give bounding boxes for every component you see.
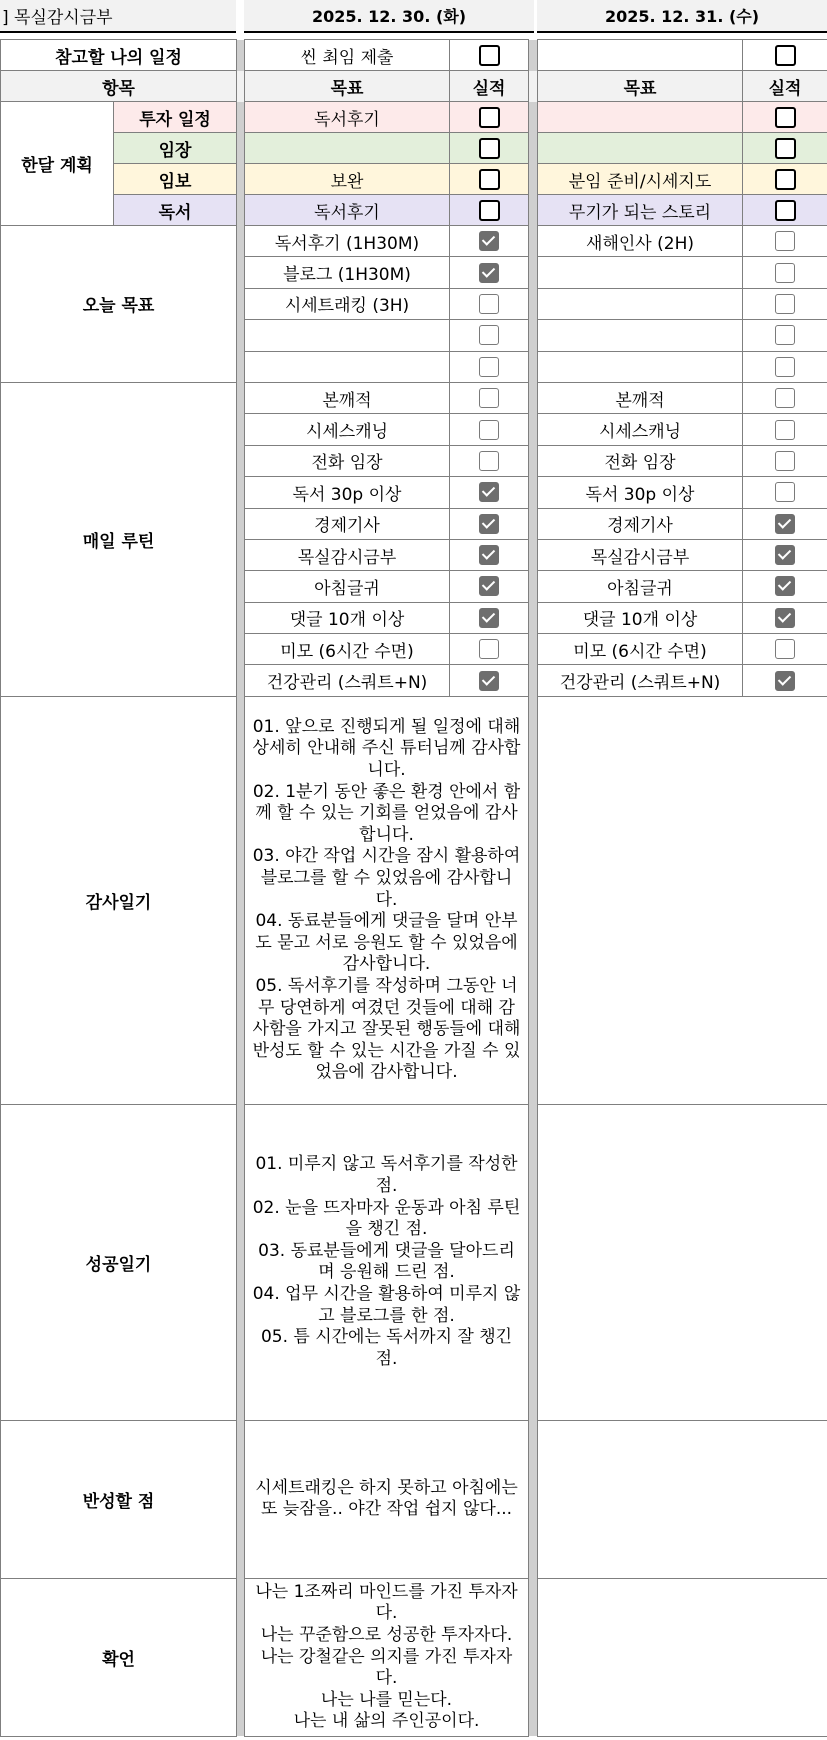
today-goal-day1[interactable]: 독서후기 (1H30M) (245, 226, 450, 257)
checked-checkbox[interactable] (479, 482, 499, 502)
checked-checkbox[interactable] (775, 671, 795, 691)
column-gap (529, 414, 538, 445)
routine-item-day2[interactable]: 댓글 10개 이상 (538, 602, 743, 633)
column-gap (237, 164, 245, 195)
checkbox[interactable] (479, 639, 499, 659)
checked-checkbox[interactable] (775, 576, 795, 596)
routine-check-day1 (450, 445, 529, 476)
column-gap (529, 1578, 538, 1736)
routine-check-day2 (743, 445, 827, 476)
checkbox[interactable] (479, 169, 500, 190)
today-goal-day1[interactable]: 시세트래킹 (3H) (245, 288, 450, 319)
checkbox[interactable] (775, 200, 796, 221)
routine-item-day1[interactable]: 본깨적 (245, 382, 450, 413)
schedule-label: 참고할 나의 일정 (1, 40, 237, 71)
today-goal-day2[interactable] (538, 320, 743, 351)
today-goal-day2[interactable]: 새해인사 (2H) (538, 226, 743, 257)
column-gap (237, 257, 245, 288)
column-gap (237, 477, 245, 508)
schedule-day1-check (450, 40, 529, 71)
routine-item-day1[interactable]: 아침글귀 (245, 571, 450, 602)
success-journal-text: 01. 미루지 않고 독서후기를 작성한 점. 02. 눈을 뜨자마자 운동과 아침 루틴을 챙긴 점. 03. 동료분들에게 댓글을 달아드리며 응원해 드린 점. 04. 업무 시간을 활용하여 미루지 않고 블로그를 한 점. 05. 틈 시간에는 독서까지 잘 챙긴 점. (252, 1154, 521, 1369)
routine-item-day1[interactable]: 경제기사 (245, 508, 450, 539)
today-check-day2 (743, 226, 827, 257)
routine-check-day2 (743, 539, 827, 570)
affirmation-journal-day1[interactable] (245, 1578, 529, 1736)
checkbox[interactable] (775, 231, 795, 251)
goal-header-day2: 목표 (538, 71, 743, 102)
column-gap (529, 71, 538, 102)
checked-checkbox[interactable] (479, 608, 499, 628)
checked-checkbox[interactable] (479, 514, 499, 534)
affirmation-journal-label: 확언 (1, 1578, 237, 1736)
monthly-check-day2 (743, 102, 827, 133)
column-gap (529, 164, 538, 195)
gratitude-journal-text: 01. 앞으로 진행되게 될 일정에 대해 상세히 안내해 주신 튜터님께 감사합니다. 02. 1분기 동안 좋은 환경 안에서 함께 할 수 있는 기회를 얻었음에 감사합니다. 03. 야간 작업 시간을 잠시 활용하여 블로그를 할 수 있었음에 감사합니다. 04. 동료분들에게 댓글을 달며 안부도 묻고 서로 응원도 할 수 있었음에 감사합니다. 05. 독서후기를 작성하며 그동안 너무 당연하게 여겼던 것들에 대해 감사함을 가지고 잘못된 행동들에 대해 반성도 할 수 있는 시간을 가질 수 있었음에 감사합니다. (252, 716, 521, 1083)
today-check-day1 (450, 288, 529, 319)
checkbox[interactable] (775, 138, 796, 159)
checkbox[interactable] (775, 451, 795, 471)
today-check-day1 (450, 226, 529, 257)
column-gap (237, 102, 245, 133)
affirmation-journal-day2[interactable] (538, 1578, 827, 1736)
today-goal-day2[interactable] (538, 351, 743, 382)
routine-item-day2[interactable]: 전화 임장 (538, 445, 743, 476)
column-gap (237, 602, 245, 633)
monthly-plan-label: 한달 계획 (1, 102, 114, 226)
column-gap (529, 1104, 538, 1420)
column-gap (529, 634, 538, 665)
routine-item-day1[interactable]: 전화 임장 (245, 445, 450, 476)
routine-check-day1 (450, 508, 529, 539)
column-gap (529, 665, 538, 696)
routine-item-day2[interactable]: 독서 30p 이상 (538, 477, 743, 508)
monthly-goal-day2[interactable]: 분임 준비/시세지도 (538, 164, 743, 195)
checkbox[interactable] (775, 482, 795, 502)
monthly-category: 임보 (114, 164, 237, 195)
success-journal-day2[interactable] (538, 1104, 827, 1420)
today-goal-day2[interactable] (538, 288, 743, 319)
monthly-goal-day1[interactable] (245, 133, 450, 164)
column-gap (237, 571, 245, 602)
monthly-goal-day1[interactable]: 독서후기 (245, 195, 450, 226)
routine-item-day1[interactable]: 목실감시금부 (245, 539, 450, 570)
routine-check-day2 (743, 508, 827, 539)
monthly-check-day2 (743, 133, 827, 164)
column-gap (237, 634, 245, 665)
column-gap (529, 102, 538, 133)
reflection-journal-label: 반성할 점 (1, 1420, 237, 1578)
column-gap (237, 382, 245, 413)
checkbox[interactable] (775, 388, 795, 408)
success-journal-label: 성공일기 (1, 1104, 237, 1420)
today-goal-day1[interactable]: 블로그 (1H30M) (245, 257, 450, 288)
date-header-day1: 2025. 12. 30. (화) (244, 0, 534, 33)
column-gap (529, 508, 538, 539)
today-check-day1 (450, 257, 529, 288)
monthly-check-day2 (743, 195, 827, 226)
column-gap (529, 133, 538, 164)
monthly-check-day2 (743, 164, 827, 195)
routine-item-day1[interactable]: 미모 (6시간 수면) (245, 634, 450, 665)
checked-checkbox[interactable] (775, 608, 795, 628)
checkbox[interactable] (479, 420, 499, 440)
monthly-category: 임장 (114, 133, 237, 164)
checkbox[interactable] (479, 138, 500, 159)
column-gap (529, 445, 538, 476)
column-gap (237, 71, 245, 102)
checkbox[interactable] (479, 45, 500, 66)
checkbox[interactable] (479, 200, 500, 221)
affirmation-journal-text: 나는 1조짜리 마인드를 가진 투자자다. 나는 꾸준함으로 성공한 투자자다. 나는 강철같은 의지를 가진 투자자다. 나는 나를 믿는다. 나는 내 삶의 주인공이다. (255, 1581, 518, 1732)
column-gap (237, 539, 245, 570)
column-gap (237, 696, 245, 1104)
routine-check-day1 (450, 414, 529, 445)
checkbox[interactable] (775, 107, 796, 128)
column-gap (237, 351, 245, 382)
routine-item-day2[interactable]: 경제기사 (538, 508, 743, 539)
checked-checkbox[interactable] (479, 545, 499, 565)
routine-check-day2 (743, 665, 827, 696)
routine-item-day2[interactable]: 본깨적 (538, 382, 743, 413)
monthly-category: 투자 일정 (114, 102, 237, 133)
daily-routine-label: 매일 루틴 (1, 382, 237, 696)
checkbox[interactable] (479, 357, 499, 377)
planner-table (0, 39, 827, 1737)
routine-check-day2 (743, 634, 827, 665)
today-goal-day1[interactable] (245, 320, 450, 351)
checkbox[interactable] (479, 451, 499, 471)
schedule-day1[interactable]: 씬 최임 제출 (245, 40, 450, 71)
column-gap (529, 320, 538, 351)
result-header-day2: 실적 (743, 71, 827, 102)
routine-check-day1 (450, 571, 529, 602)
reflection-journal-day1[interactable] (245, 1420, 529, 1578)
checked-checkbox[interactable] (479, 671, 499, 691)
column-gap (237, 320, 245, 351)
checkbox[interactable] (775, 357, 795, 377)
checkbox[interactable] (479, 294, 499, 314)
date-header-day2: 2025. 12. 31. (수) (537, 0, 827, 33)
checkbox[interactable] (775, 639, 795, 659)
column-gap (237, 195, 245, 226)
column-gap (529, 257, 538, 288)
checkbox[interactable] (775, 45, 796, 66)
schedule-day2-check (743, 40, 827, 71)
routine-item-day1[interactable]: 건강관리 (스쿼트+N) (245, 665, 450, 696)
column-gap (237, 1104, 245, 1420)
routine-check-day1 (450, 634, 529, 665)
monthly-check-day1 (450, 102, 529, 133)
checked-checkbox[interactable] (479, 263, 499, 283)
result-header-day1: 실적 (450, 71, 529, 102)
routine-check-day2 (743, 414, 827, 445)
monthly-check-day1 (450, 133, 529, 164)
column-gap (237, 133, 245, 164)
success-journal-day1[interactable] (245, 1104, 529, 1420)
column-gap (237, 288, 245, 319)
checkbox[interactable] (775, 294, 795, 314)
column-gap (237, 226, 245, 257)
monthly-goal-day1[interactable]: 보완 (245, 164, 450, 195)
today-goal-day1[interactable] (245, 351, 450, 382)
checked-checkbox[interactable] (775, 514, 795, 534)
gratitude-journal-day2[interactable] (538, 696, 827, 1104)
column-gap (237, 40, 245, 71)
today-check-day2 (743, 320, 827, 351)
column-gap (529, 571, 538, 602)
today-goal-label: 오늘 목표 (1, 226, 237, 383)
routine-item-day1[interactable]: 시세스캐닝 (245, 414, 450, 445)
routine-item-day2[interactable]: 미모 (6시간 수면) (538, 634, 743, 665)
today-goal-day2[interactable] (538, 257, 743, 288)
column-gap (529, 539, 538, 570)
column-gap (529, 1420, 538, 1578)
column-gap (237, 1420, 245, 1578)
goal-header-day1: 목표 (245, 71, 450, 102)
routine-check-day1 (450, 602, 529, 633)
checkbox[interactable] (775, 325, 795, 345)
checkbox[interactable] (775, 263, 795, 283)
today-check-day1 (450, 320, 529, 351)
gratitude-journal-label: 감사일기 (1, 696, 237, 1104)
checked-checkbox[interactable] (479, 576, 499, 596)
monthly-check-day1 (450, 164, 529, 195)
column-gap (529, 351, 538, 382)
checkbox[interactable] (775, 169, 796, 190)
column-gap (237, 508, 245, 539)
routine-item-day1[interactable]: 댓글 10개 이상 (245, 602, 450, 633)
column-gap (529, 226, 538, 257)
routine-check-day1 (450, 539, 529, 570)
monthly-goal-day2[interactable] (538, 133, 743, 164)
column-gap (237, 414, 245, 445)
column-gap (529, 602, 538, 633)
gratitude-journal-day1[interactable] (245, 696, 529, 1104)
routine-check-day2 (743, 382, 827, 413)
column-gap (237, 445, 245, 476)
today-check-day2 (743, 288, 827, 319)
column-gap (529, 40, 538, 71)
routine-check-day1 (450, 665, 529, 696)
routine-item-day2[interactable]: 건강관리 (스쿼트+N) (538, 665, 743, 696)
routine-item-day2[interactable]: 아침글귀 (538, 571, 743, 602)
routine-item-day2[interactable]: 시세스캐닝 (538, 414, 743, 445)
checked-checkbox[interactable] (479, 231, 499, 251)
routine-check-day2 (743, 571, 827, 602)
column-gap (529, 382, 538, 413)
routine-item-day1[interactable]: 독서 30p 이상 (245, 477, 450, 508)
today-check-day2 (743, 257, 827, 288)
monthly-goal-day1[interactable]: 독서후기 (245, 102, 450, 133)
monthly-goal-day2[interactable] (538, 102, 743, 133)
checkbox[interactable] (775, 420, 795, 440)
column-gap (237, 665, 245, 696)
routine-check-day2 (743, 602, 827, 633)
today-check-day2 (743, 351, 827, 382)
checkbox[interactable] (479, 325, 499, 345)
monthly-goal-day2[interactable]: 무기가 되는 스토리 (538, 195, 743, 226)
column-gap (529, 288, 538, 319)
routine-check-day2 (743, 477, 827, 508)
today-check-day1 (450, 351, 529, 382)
monthly-category: 독서 (114, 195, 237, 226)
item-header: 항목 (1, 71, 237, 102)
schedule-day2[interactable] (538, 40, 743, 71)
checkbox[interactable] (479, 388, 499, 408)
routine-check-day1 (450, 382, 529, 413)
column-gap (237, 1578, 245, 1736)
reflection-journal-day2[interactable] (538, 1420, 827, 1578)
sheet-title: ] 목실감시금부 (0, 0, 236, 33)
monthly-check-day1 (450, 195, 529, 226)
routine-check-day1 (450, 477, 529, 508)
column-gap (529, 696, 538, 1104)
routine-item-day2[interactable]: 목실감시금부 (538, 539, 743, 570)
column-gap (529, 477, 538, 508)
reflection-journal-text: 시세트래킹은 하지 못하고 아침에는 또 늦잠을.. 야간 작업 쉽지 않다... (255, 1477, 518, 1520)
checked-checkbox[interactable] (775, 545, 795, 565)
column-gap (529, 195, 538, 226)
checkbox[interactable] (479, 107, 500, 128)
